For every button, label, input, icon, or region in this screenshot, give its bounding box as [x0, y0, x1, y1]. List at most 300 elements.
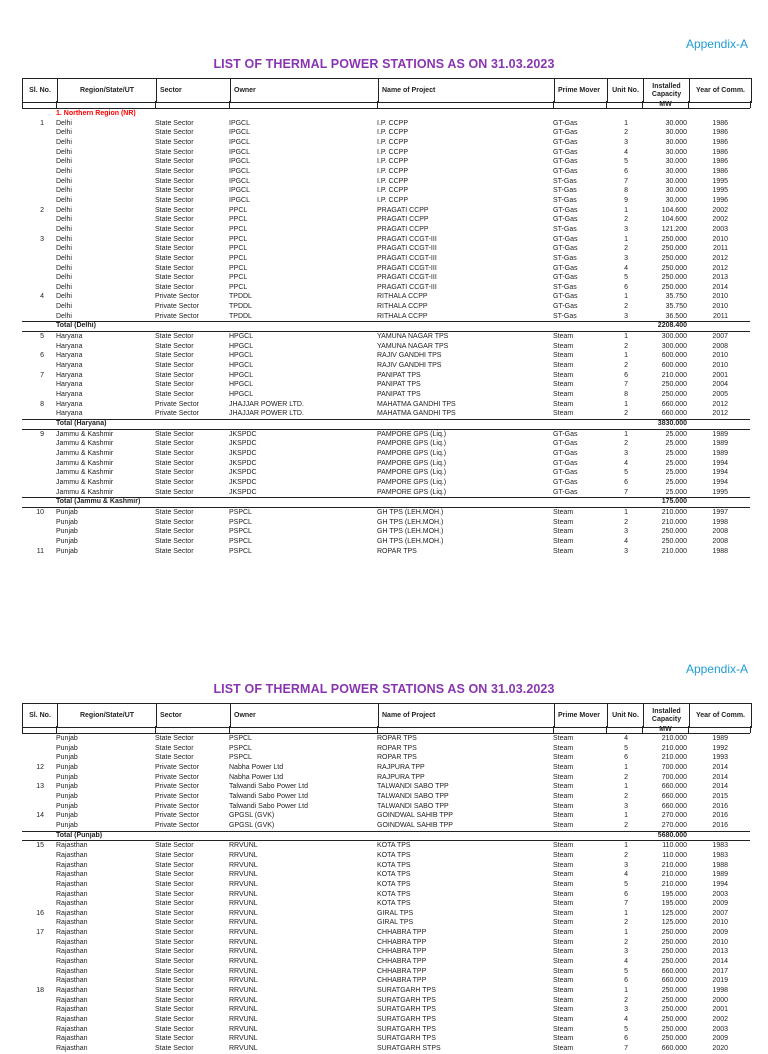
cell-unit-no: 2 — [624, 440, 628, 448]
cell-sector: State Sector — [155, 167, 194, 175]
cell-region: Delhi — [56, 216, 72, 224]
cell-owner: JKSPDC — [229, 430, 257, 438]
cell-unit-no: 1 — [624, 987, 628, 995]
cell-unit-no: 1 — [624, 235, 628, 243]
cell-region: Rajasthan — [56, 842, 88, 850]
cell-region: Jammu & Kashmir — [56, 449, 114, 457]
cell-year: 2010 — [712, 362, 728, 370]
cell-year: 2003 — [712, 225, 728, 233]
cell-year: 1989 — [712, 449, 728, 457]
cell-region: Haryana — [56, 391, 83, 399]
table-row — [22, 342, 750, 352]
cell-unit-no: 2 — [624, 792, 628, 800]
total-label: Total (Jammu & Kashmir) — [56, 498, 141, 506]
cell-year: 2007 — [712, 909, 728, 917]
cell-sector: State Sector — [155, 547, 194, 555]
cell-prime-mover: Steam — [553, 802, 574, 810]
table-row — [22, 148, 750, 158]
cell-project: ROPAR TPS — [377, 754, 417, 762]
table-row — [22, 157, 750, 167]
cell-sector: State Sector — [155, 1045, 194, 1052]
cell-owner: PSPCL — [229, 518, 252, 526]
cell-year: 2010 — [712, 303, 728, 311]
cell-prime-mover: Steam — [553, 333, 574, 341]
cell-sl-no: 14 — [36, 812, 44, 820]
cell-prime-mover: GT-Gas — [553, 129, 578, 137]
cell-unit-no: 7 — [624, 177, 628, 185]
table-row — [22, 380, 750, 390]
col-separator — [155, 726, 156, 733]
cell-owner: PPCL — [229, 245, 248, 253]
cell-year: 1994 — [712, 459, 728, 467]
cell-owner: JKSPDC — [229, 478, 257, 486]
table-row — [22, 518, 750, 528]
cell-region: Punjab — [56, 508, 78, 516]
table-row — [22, 811, 750, 821]
cell-capacity: 30.000 — [665, 177, 687, 185]
col-separator — [750, 101, 751, 108]
cell-project: RITHALA CCPP — [377, 293, 428, 301]
cell-sector: State Sector — [155, 528, 194, 536]
cell-prime-mover: Steam — [553, 996, 574, 1004]
cell-unit-no: 1 — [624, 293, 628, 301]
cell-capacity: 25.000 — [665, 430, 687, 438]
cell-region: Jammu & Kashmir — [56, 440, 114, 448]
cell-prime-mover: Steam — [553, 773, 574, 781]
page-title: LIST OF THERMAL POWER STATIONS AS ON 31.03.2023 — [213, 57, 555, 71]
cell-sector: State Sector — [155, 871, 194, 879]
cell-prime-mover: Steam — [553, 967, 574, 975]
cell-owner: RRVUNL — [229, 1006, 258, 1014]
cell-prime-mover: GT-Gas — [553, 293, 578, 301]
table-row — [22, 138, 750, 148]
table-row — [22, 390, 750, 400]
cell-region: Delhi — [56, 177, 72, 185]
cell-unit-no: 2 — [624, 245, 628, 253]
cell-unit-no: 4 — [624, 459, 628, 467]
cell-sector: State Sector — [155, 929, 194, 937]
cell-prime-mover: Steam — [553, 987, 574, 995]
cell-project: I.P. CCPP — [377, 148, 408, 156]
cell-unit-no: 6 — [624, 478, 628, 486]
table-row — [22, 439, 750, 449]
cell-unit-no: 3 — [624, 312, 628, 320]
cell-sector: State Sector — [155, 119, 194, 127]
cell-project: GH TPS (LEH.MOH.) — [377, 508, 444, 516]
cell-year: 1989 — [712, 735, 728, 742]
cell-prime-mover: GT-Gas — [553, 216, 578, 224]
cell-owner: IPGCL — [229, 148, 251, 156]
cell-sector: State Sector — [155, 283, 194, 291]
cell-prime-mover: Steam — [553, 900, 574, 908]
cell-unit-no: 2 — [624, 821, 628, 829]
cell-year: 2007 — [712, 333, 728, 341]
cell-prime-mover: Steam — [553, 1035, 574, 1043]
cell-prime-mover: GT-Gas — [553, 449, 578, 457]
cell-sector: State Sector — [155, 274, 194, 282]
cell-owner: IPGCL — [229, 177, 251, 185]
cell-sector: Private Sector — [155, 303, 199, 311]
cell-unit-no: 5 — [624, 880, 628, 888]
cell-unit-no: 7 — [624, 488, 628, 496]
region-heading-row — [22, 109, 750, 119]
cell-region: Delhi — [56, 283, 72, 291]
cell-project: SURATGARH TPS — [377, 1016, 436, 1024]
cell-sector: Private Sector — [155, 792, 199, 800]
cell-sector: State Sector — [155, 342, 194, 350]
cell-sl-no: 7 — [40, 371, 44, 379]
cell-region: Delhi — [56, 119, 72, 127]
cell-year: 1986 — [712, 158, 728, 166]
cell-sector: State Sector — [155, 919, 194, 927]
cell-year: 2013 — [712, 948, 728, 956]
cell-year: 2008 — [712, 342, 728, 350]
cell-sl-no: 4 — [40, 293, 44, 301]
table-row — [22, 753, 750, 763]
cell-prime-mover: GT-Gas — [553, 488, 578, 496]
cell-region: Punjab — [56, 744, 78, 752]
cell-unit-no: 6 — [624, 371, 628, 379]
cell-region: Rajasthan — [56, 871, 88, 879]
cell-capacity: 300.000 — [661, 333, 687, 341]
cell-region: Haryana — [56, 342, 83, 350]
total-row — [22, 321, 750, 332]
cell-region: Punjab — [56, 763, 78, 771]
cell-region: Haryana — [56, 362, 83, 370]
cell-prime-mover: Steam — [553, 909, 574, 917]
cell-project: SURATGARH TPS — [377, 1025, 436, 1033]
cell-sector: State Sector — [155, 245, 194, 253]
cell-year: 2012 — [712, 400, 728, 408]
cell-project: SURATGARH TPS — [377, 996, 436, 1004]
cell-project: PRAGATI CCGT-III — [377, 274, 437, 282]
cell-region: Delhi — [56, 138, 72, 146]
cell-owner: RRVUNL — [229, 987, 258, 995]
col-separator — [606, 101, 607, 108]
cell-capacity: 30.000 — [665, 158, 687, 166]
cell-region: Haryana — [56, 333, 83, 341]
cell-owner: RRVUNL — [229, 1016, 258, 1024]
cell-sl-no: 3 — [40, 235, 44, 243]
cell-prime-mover: Steam — [553, 754, 574, 762]
cell-unit-no: 2 — [624, 216, 628, 224]
cell-region: Punjab — [56, 754, 78, 762]
cell-project: TALWANDI SABO TPP — [377, 792, 449, 800]
cell-capacity: 700.000 — [661, 763, 687, 771]
table-row — [22, 478, 750, 488]
cell-owner: PPCL — [229, 254, 248, 262]
cell-prime-mover: GT-Gas — [553, 478, 578, 486]
cell-year: 2016 — [712, 821, 728, 829]
cell-prime-mover: Steam — [553, 352, 574, 360]
cell-year: 2012 — [712, 410, 728, 418]
cell-sector: State Sector — [155, 948, 194, 956]
cell-capacity: 210.000 — [661, 754, 687, 762]
cell-capacity: 25.000 — [665, 478, 687, 486]
cell-unit-no: 1 — [624, 783, 628, 791]
cell-unit-no: 2 — [624, 851, 628, 859]
table-row — [22, 851, 750, 861]
cell-year: 2001 — [712, 1006, 728, 1014]
cell-capacity: 250.000 — [661, 381, 687, 389]
cell-year: 2019 — [712, 977, 728, 985]
cell-year: 1986 — [712, 148, 728, 156]
header-unit: Unit No. — [607, 704, 643, 727]
table-row — [22, 734, 750, 744]
cell-project: PAMPORE GPS (Liq.) — [377, 430, 447, 438]
cell-region: Punjab — [56, 812, 78, 820]
cell-unit-no: 2 — [624, 996, 628, 1004]
total-label: Total (Punjab) — [56, 831, 103, 839]
cell-project: KOTA TPS — [377, 871, 411, 879]
header-year: Year of Comm. — [689, 79, 751, 102]
cell-unit-no: 2 — [624, 303, 628, 311]
table-row — [22, 870, 750, 880]
cell-prime-mover: Steam — [553, 528, 574, 536]
cell-year: 1983 — [712, 842, 728, 850]
header-region: Region/State/UT — [57, 704, 156, 727]
cell-sector: State Sector — [155, 216, 194, 224]
cell-sl-no: 15 — [36, 842, 44, 850]
table-row — [22, 918, 750, 928]
cell-owner: HPGCL — [229, 391, 254, 399]
cell-unit-no: 3 — [624, 449, 628, 457]
table-row — [22, 537, 750, 547]
cell-owner: PSPCL — [229, 528, 252, 536]
cell-prime-mover: Steam — [553, 821, 574, 829]
table-row — [22, 332, 750, 342]
cell-project: PANIPAT TPS — [377, 381, 421, 389]
cell-prime-mover: Steam — [553, 735, 574, 742]
cell-owner: IPGCL — [229, 196, 251, 204]
cell-unit-no: 1 — [624, 333, 628, 341]
table-row — [22, 841, 750, 851]
cell-sector: State Sector — [155, 371, 194, 379]
cell-capacity: 700.000 — [661, 773, 687, 781]
cell-year: 2005 — [712, 391, 728, 399]
cell-sector: State Sector — [155, 430, 194, 438]
cell-prime-mover: Steam — [553, 812, 574, 820]
table-row — [22, 938, 750, 948]
cell-sl-no: 13 — [36, 783, 44, 791]
cell-region: Delhi — [56, 245, 72, 253]
cell-unit-no: 5 — [624, 744, 628, 752]
cell-capacity: 210.000 — [661, 871, 687, 879]
cell-owner: PPCL — [229, 216, 248, 224]
cell-year: 2014 — [712, 773, 728, 781]
cell-capacity: 250.000 — [661, 283, 687, 291]
cell-sl-no: 18 — [36, 987, 44, 995]
cell-capacity: 35.750 — [665, 293, 687, 301]
cell-year: 2002 — [712, 1016, 728, 1024]
table-row — [22, 782, 750, 792]
cell-project: PAMPORE GPS (Liq.) — [377, 469, 447, 477]
cell-sector: State Sector — [155, 735, 194, 742]
header-project: Name of Project — [378, 704, 554, 727]
cell-capacity: 125.000 — [661, 919, 687, 927]
header-unit-row — [22, 726, 750, 734]
cell-unit-no: 1 — [624, 206, 628, 214]
cell-prime-mover: Steam — [553, 783, 574, 791]
col-separator — [155, 101, 156, 108]
cell-project: I.P. CCPP — [377, 167, 408, 175]
cell-unit-no: 2 — [624, 129, 628, 137]
cell-region: Punjab — [56, 792, 78, 800]
cell-capacity: 250.000 — [661, 929, 687, 937]
page-title: LIST OF THERMAL POWER STATIONS AS ON 31.03.2023 — [213, 682, 555, 696]
cell-prime-mover: Steam — [553, 1045, 574, 1052]
cell-prime-mover: GT-Gas — [553, 235, 578, 243]
cell-year: 2013 — [712, 274, 728, 282]
cell-unit-no: 6 — [624, 754, 628, 762]
cell-project: PANIPAT TPS — [377, 371, 421, 379]
cell-sector: Private Sector — [155, 812, 199, 820]
cell-year: 2017 — [712, 967, 728, 975]
cell-region: Delhi — [56, 303, 72, 311]
table-row — [22, 947, 750, 957]
cell-unit-no: 3 — [624, 225, 628, 233]
cell-project: YAMUNA NAGAR TPS — [377, 333, 449, 341]
cell-sector: State Sector — [155, 1035, 194, 1043]
cell-owner: GPGSL (GVK) — [229, 821, 275, 829]
cell-region: Rajasthan — [56, 977, 88, 985]
cell-prime-mover: Steam — [553, 929, 574, 937]
cell-sector: State Sector — [155, 909, 194, 917]
cell-prime-mover: Steam — [553, 362, 574, 370]
cell-capacity: 660.000 — [661, 1045, 687, 1052]
cell-unit-no: 7 — [624, 381, 628, 389]
cell-year: 1989 — [712, 440, 728, 448]
cell-owner: HPGCL — [229, 342, 254, 350]
cell-project: RAJPURA TPP — [377, 763, 425, 771]
cell-region: Delhi — [56, 254, 72, 262]
cell-region: Jammu & Kashmir — [56, 488, 114, 496]
cell-unit-no: 3 — [624, 528, 628, 536]
cell-sector: Private Sector — [155, 312, 199, 320]
cell-year: 2002 — [712, 216, 728, 224]
cell-prime-mover: Steam — [553, 890, 574, 898]
cell-year: 2012 — [712, 264, 728, 272]
cell-capacity: 36.500 — [665, 312, 687, 320]
cell-year: 2002 — [712, 206, 728, 214]
cell-capacity: 30.000 — [665, 167, 687, 175]
col-separator — [553, 726, 554, 733]
cell-owner: IPGCL — [229, 187, 251, 195]
cell-prime-mover: Steam — [553, 938, 574, 946]
cell-project: PRAGATI CCGT-III — [377, 283, 437, 291]
cell-unit-no: 4 — [624, 537, 628, 545]
cell-region: Punjab — [56, 802, 78, 810]
cell-owner: IPGCL — [229, 158, 251, 166]
cell-prime-mover: Steam — [553, 410, 574, 418]
cell-region: Haryana — [56, 352, 83, 360]
col-separator — [56, 726, 57, 733]
cell-unit-no: 6 — [624, 977, 628, 985]
cell-capacity: 25.000 — [665, 440, 687, 448]
page-2 — [0, 625, 768, 1052]
cell-owner: Talwandi Sabo Power Ltd — [229, 802, 308, 810]
header-mw: MW — [642, 726, 689, 733]
cell-year: 2000 — [712, 996, 728, 1004]
cell-unit-no: 1 — [624, 119, 628, 127]
cell-prime-mover: Steam — [553, 1006, 574, 1014]
cell-prime-mover: Steam — [553, 792, 574, 800]
cell-unit-no: 3 — [624, 802, 628, 810]
cell-unit-no: 7 — [624, 900, 628, 908]
cell-owner: RRVUNL — [229, 842, 258, 850]
cell-project: GOINDWAL SAHIB TPP — [377, 821, 453, 829]
cell-prime-mover: ST-Gas — [553, 283, 577, 291]
cell-sector: State Sector — [155, 1016, 194, 1024]
cell-owner: PSPCL — [229, 754, 252, 762]
cell-unit-no: 1 — [624, 352, 628, 360]
cell-year: 2010 — [712, 293, 728, 301]
cell-year: 1994 — [712, 469, 728, 477]
cell-unit-no: 2 — [624, 362, 628, 370]
cell-year: 2003 — [712, 1025, 728, 1033]
cell-capacity: 250.000 — [661, 274, 687, 282]
cell-sector: State Sector — [155, 880, 194, 888]
cell-unit-no: 3 — [624, 948, 628, 956]
table-row — [22, 283, 750, 293]
header-mw: MW — [642, 101, 689, 108]
cell-year: 1993 — [712, 754, 728, 762]
cell-prime-mover: Steam — [553, 851, 574, 859]
cell-project: CHHABRA TPP — [377, 977, 427, 985]
cell-prime-mover: Steam — [553, 547, 574, 555]
cell-year: 1988 — [712, 861, 728, 869]
cell-prime-mover: Steam — [553, 371, 574, 379]
cell-owner: PPCL — [229, 206, 248, 214]
cell-region: Rajasthan — [56, 861, 88, 869]
cell-sector: State Sector — [155, 362, 194, 370]
cell-capacity: 25.000 — [665, 469, 687, 477]
cell-year: 1989 — [712, 871, 728, 879]
header-unit-row — [22, 101, 750, 109]
cell-sector: Private Sector — [155, 410, 199, 418]
table-row — [22, 351, 750, 361]
cell-prime-mover: GT-Gas — [553, 148, 578, 156]
cell-year: 1986 — [712, 129, 728, 137]
cell-prime-mover: Steam — [553, 508, 574, 516]
cell-owner: Talwandi Sabo Power Ltd — [229, 792, 308, 800]
cell-capacity: 250.000 — [661, 245, 687, 253]
cell-sector: Private Sector — [155, 783, 199, 791]
cell-owner: RRVUNL — [229, 996, 258, 1004]
cell-project: PAMPORE GPS (Liq.) — [377, 440, 447, 448]
cell-region: Rajasthan — [56, 987, 88, 995]
appendix-label: Appendix-A — [685, 37, 748, 51]
cell-capacity: 250.000 — [661, 948, 687, 956]
cell-year: 1986 — [712, 167, 728, 175]
cell-unit-no: 8 — [624, 187, 628, 195]
cell-region: Punjab — [56, 783, 78, 791]
cell-capacity: 250.000 — [661, 537, 687, 545]
cell-sector: State Sector — [155, 518, 194, 526]
cell-unit-no: 1 — [624, 430, 628, 438]
cell-year: 1988 — [712, 547, 728, 555]
cell-sector: State Sector — [155, 449, 194, 457]
cell-capacity: 195.000 — [661, 900, 687, 908]
cell-owner: Nabha Power Ltd — [229, 773, 284, 781]
cell-region: Rajasthan — [56, 890, 88, 898]
cell-project: PAMPORE GPS (Liq.) — [377, 488, 447, 496]
cell-region: Rajasthan — [56, 958, 88, 966]
header-sector: Sector — [156, 79, 230, 102]
cell-region: Delhi — [56, 196, 72, 204]
cell-project: SURATGARH STPS — [377, 1045, 441, 1052]
col-separator — [750, 726, 751, 733]
